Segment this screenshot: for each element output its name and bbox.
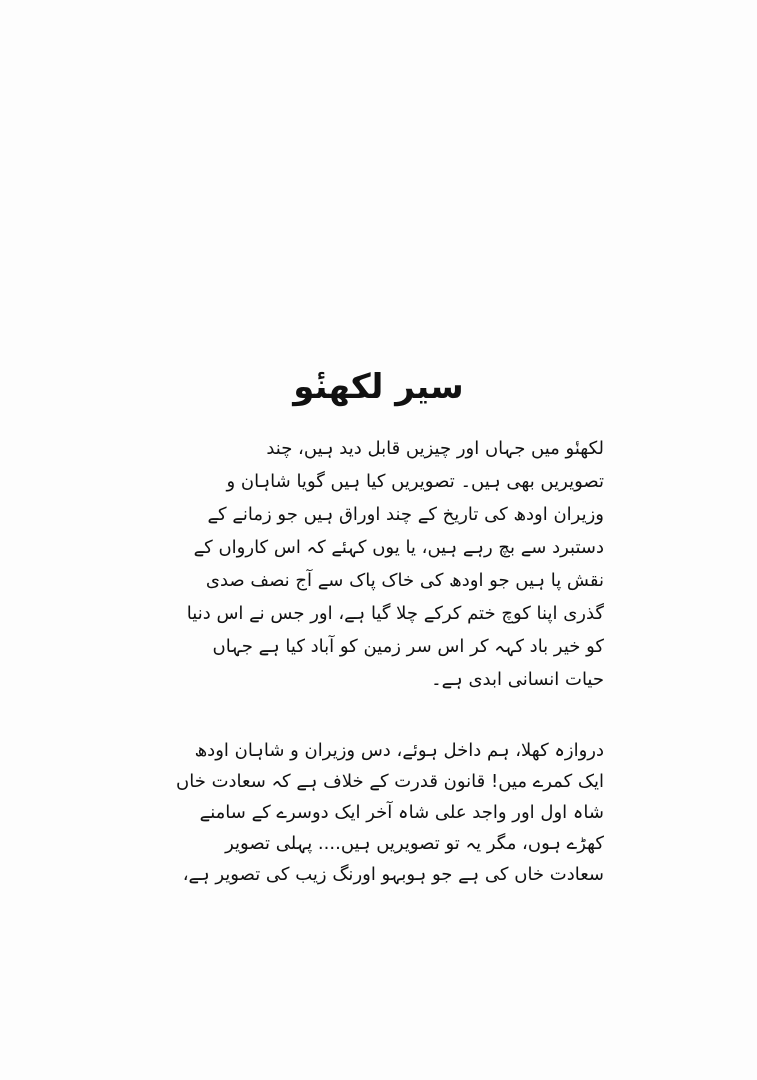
text-line: حیات انسانی ابدی ہے۔: [431, 669, 604, 690]
text-line: ایک کمرے میں! قانون قدرت کے خلاف ہے کہ سعادت خاں: [176, 771, 604, 792]
text-line: کو خیر باد کہہ کر اس سر زمین کو آباد کیا ہے جہاں: [212, 636, 604, 657]
text-line: وزیران اودھ کی تاریخ کے چند اوراق ہیں جو زمانے کے: [207, 504, 604, 525]
text-line: نقش پا ہیں جو اودھ کی خاک پاک سے آج نصف صدی: [205, 570, 604, 591]
paragraph-1: [104, 432, 604, 696]
text-line: شاہ اول اور واجد علی شاہ آخر ایک دوسرے کے سامنے: [199, 802, 604, 823]
paragraph-2: [104, 735, 604, 890]
text-line: تصویریں بھی ہیں۔ تصویریں کیا ہیں گویا شاہان و: [226, 471, 604, 492]
chapter-title: سیر لکھنٔو: [293, 367, 464, 407]
text-line: کھڑے ہوں، مگر یہ تو تصویریں ہیں.... پہلی تصویر: [225, 833, 604, 854]
text-line: لکھنٔو میں جہاں اور چیزیں قابل دید ہیں، چند: [266, 438, 604, 459]
text-line: دروازہ کھلا، ہم داخل ہوئے، دس وزیران و شاہان اودھ: [194, 740, 604, 761]
text-line: دستبرد سے بچ رہے ہیں، یا یوں کہئے کہ اس کارواں کے: [193, 537, 604, 558]
text-line: سعادت خاں کی ہے جو ہوبہو اورنگ زیب کی تصویر ہے،: [182, 864, 604, 885]
text-line: گذری اپنا کوچ ختم کرکے چلا گیا ہے، اور جس نے اس دنیا: [186, 603, 604, 624]
